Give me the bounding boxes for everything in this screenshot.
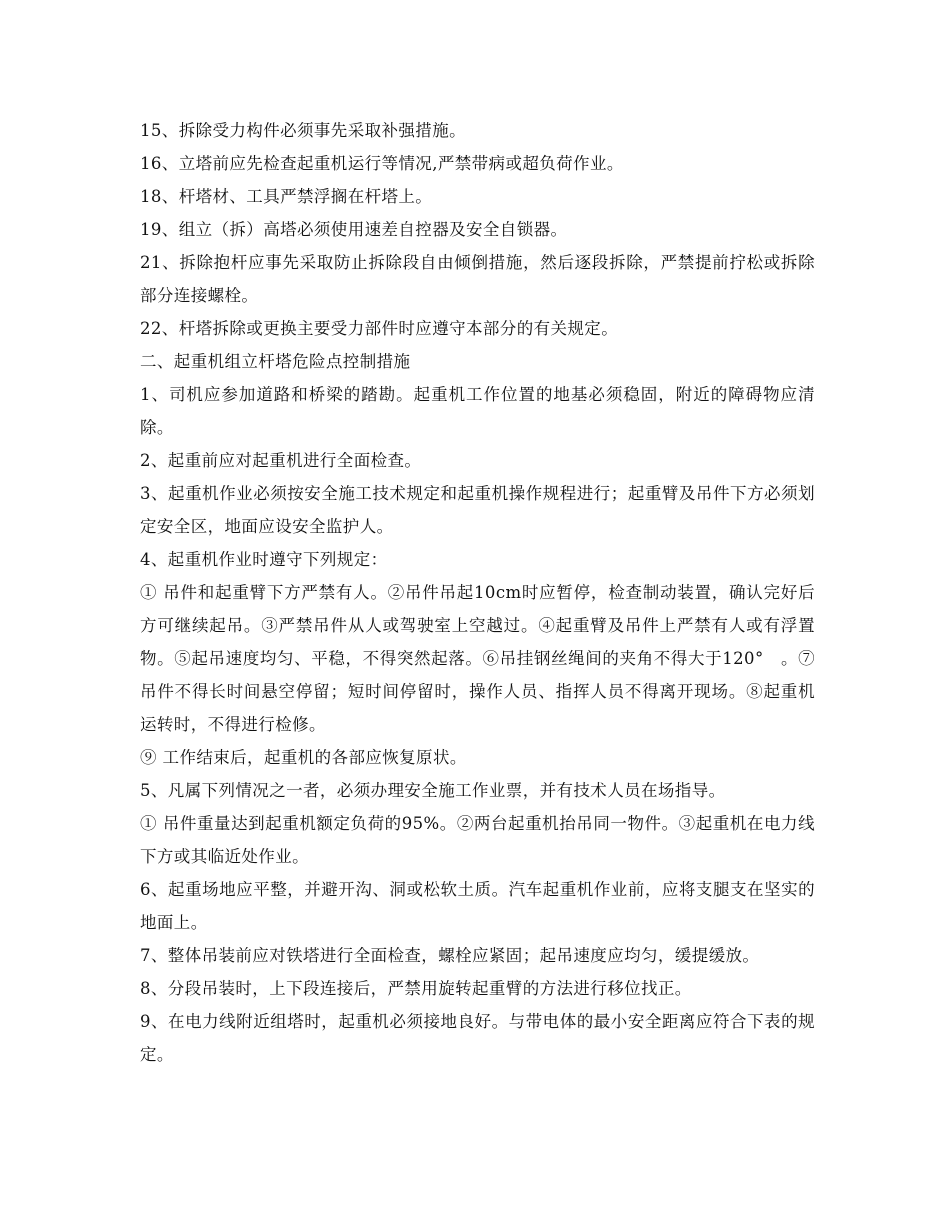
paragraph-18: 18、杆塔材、工具严禁浮搁在杆塔上。 bbox=[140, 187, 433, 206]
document-body bbox=[140, 114, 815, 1071]
paragraph-19: 19、组立（拆）高塔必须使用速差自控器及安全自锁器。 bbox=[140, 220, 568, 239]
paragraph-2: 2、起重前应对起重机进行全面检查。 bbox=[140, 451, 422, 470]
paragraph-4: 4、起重机作业时遵守下列规定： bbox=[140, 550, 388, 569]
paragraph-4-item-9: ⑨ 工作结束后，起重机的各部应恢复原状。 bbox=[140, 748, 467, 767]
paragraph-9: 9、在电力线附近组塔时，起重机必须接地良好。与带电体的最小安全距离应符合下表的规定。 bbox=[140, 1012, 815, 1064]
paragraph-21: 21、拆除抱杆应事先采取防止拆除段自由倾倒措施，然后逐段拆除，严禁提前拧松或拆除部分连接螺栓。 bbox=[140, 253, 815, 305]
paragraph-22: 22、杆塔拆除或更换主要受力部件时应遵守本部分的有关规定。 bbox=[140, 319, 619, 338]
paragraph-5-details: ① 吊件重量达到起重机额定负荷的95%。②两台起重机抬吊同一物件。③起重机在电力线下方或其临近处作业。 bbox=[140, 814, 815, 866]
paragraph-4-details: ① 吊件和起重臂下方严禁有人。②吊件吊起10cm时应暂停，检查制动装置，确认完好后方可继续起吊。③严禁吊件从人或驾驶室上空越过。④起重臂及吊件上严禁有人或有浮置物。⑤起吊速度均匀、平稳，不得突然起落。⑥吊挂钢丝绳间的夹角不得大于120° 。⑦吊件不得长时间悬空停留；短时间停留时，操作人员、指挥人员不得离开现场。⑧起重机运转时，不得进行检修。 bbox=[140, 583, 815, 734]
paragraph-5: 5、凡属下列情况之一者，必须办理安全施工作业票，并有技术人员在场指导。 bbox=[140, 781, 726, 800]
paragraph-8: 8、分段吊装时，上下段连接后，严禁用旋转起重臂的方法进行移位找正。 bbox=[140, 979, 692, 998]
paragraph-6: 6、起重场地应平整，并避开沟、洞或松软土质。汽车起重机作业前，应将支腿支在坚实的地面上。 bbox=[140, 880, 815, 932]
paragraph-16: 16、立塔前应先检查起重机运行等情况,严禁带病或超负荷作业。 bbox=[140, 154, 624, 173]
paragraph-15: 15、拆除受力构件必须事先采取补强措施。 bbox=[140, 121, 466, 140]
paragraph-1: 1、司机应参加道路和桥梁的踏勘。起重机工作位置的地基必须稳固，附近的障碍物应清除。 bbox=[140, 385, 815, 437]
paragraph-7: 7、整体吊装前应对铁塔进行全面检查，螺栓应紧固；起吊速度应均匀，缓提缓放。 bbox=[140, 946, 760, 965]
section-heading: 二、起重机组立杆塔危险点控制措施 bbox=[140, 352, 411, 371]
paragraph-3: 3、起重机作业必须按安全施工技术规定和起重机操作规程进行；起重臂及吊件下方必须划定安全区，地面应设安全监护人。 bbox=[140, 484, 815, 536]
